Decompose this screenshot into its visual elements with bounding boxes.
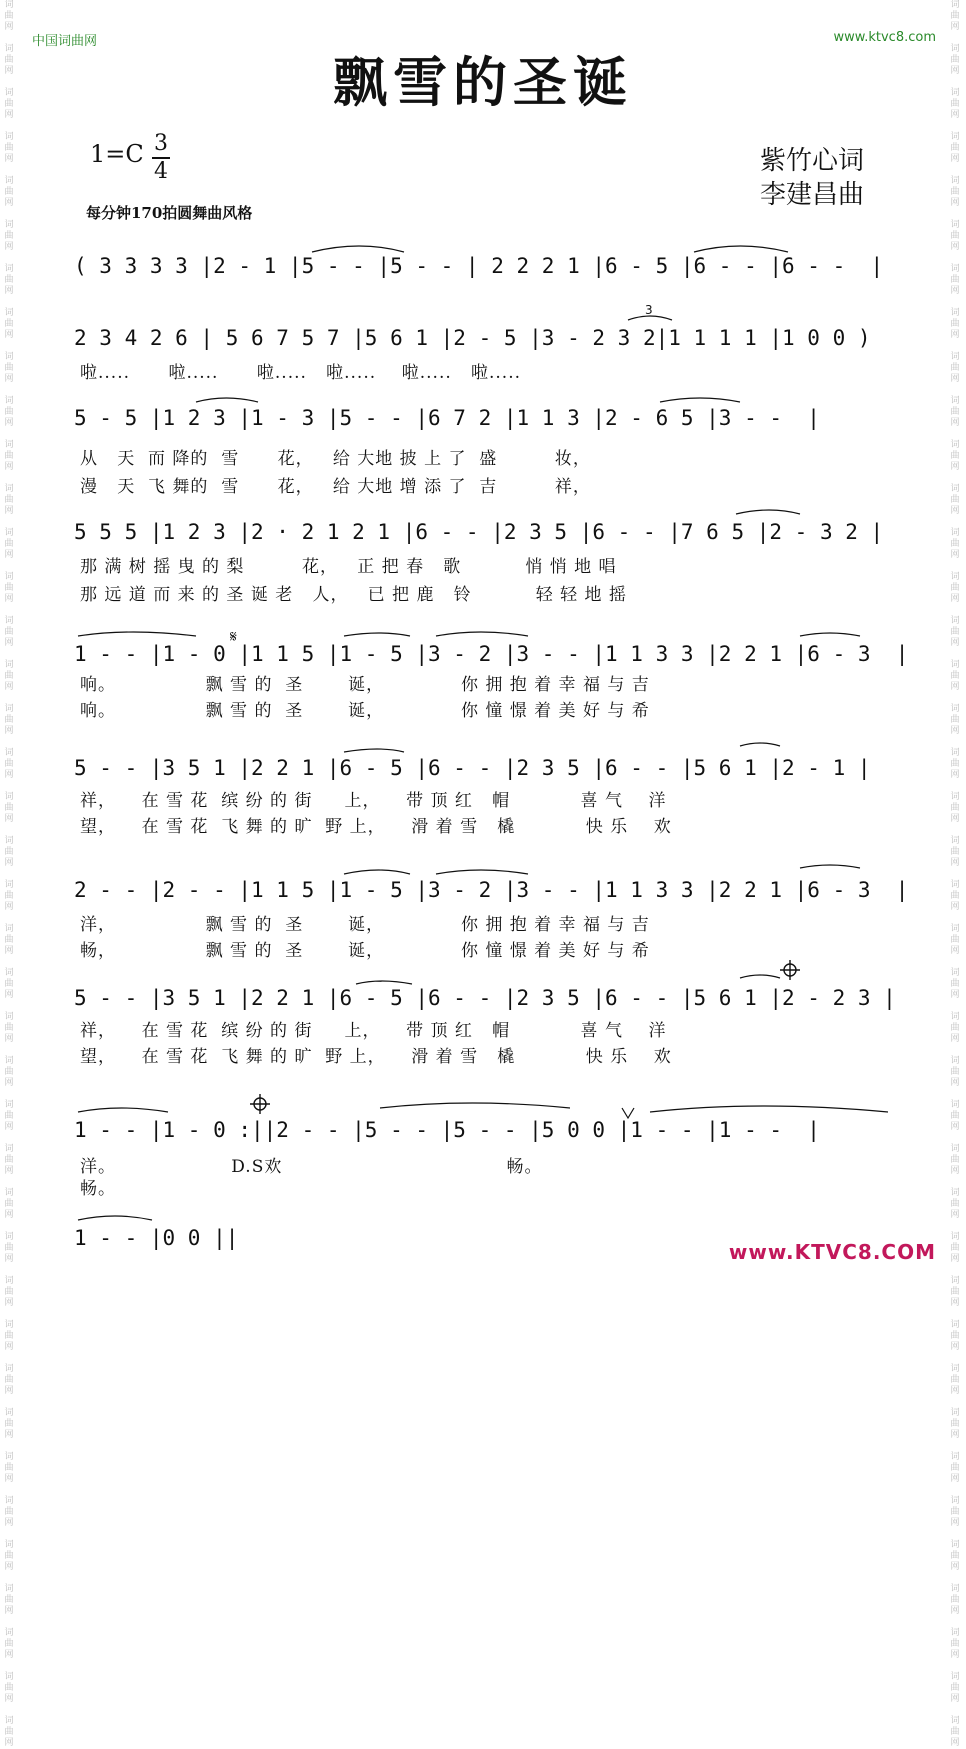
tie-row7-a (344, 870, 410, 874)
lyricist-credit: 紫竹心词 (760, 146, 865, 176)
tie-row1-b (694, 246, 788, 252)
tie-row5-a (78, 632, 196, 636)
lyric-row-5-verse-1: 响。 飘 雪 的 圣 诞， 你 拥 抱 着 幸 福 与 吉 (80, 675, 650, 695)
lyric-row-8-verse-2: 望， 在 雪 花 飞 舞 的 旷 野 上， 滑 着 雪 橇 快 乐 欢 (80, 1047, 672, 1067)
watermark-strip-left: 词 曲 网 词 曲 网 词 曲 网 词 曲 网 词 曲 网 词 曲 网 词 曲 网 词 曲 网 词 曲 网 词 曲 网 词 曲 网 词 曲 网 词 曲 网 词 曲 网 词 曲 网 词 曲 网 词 曲 网 词 曲 网 词 曲 网 词 曲 网 词 曲 网 词 曲 网 词 曲 网 词 曲 网 词 曲 网 词 曲 网 词 曲 网 词 曲 网 词 曲 网 词 曲 网 词 曲 网 词 曲 网 词 曲 网 词 曲 网 词 曲 网 词 曲 网 词 曲 网 词 曲 网 词 曲 网 词 曲 网 (4, 0, 14, 1748)
tie-row5-d (800, 633, 860, 636)
tie-row4 (736, 510, 800, 514)
tie-row9-a (78, 1108, 168, 1112)
lyric-row-7-verse-2: 畅， 飘 雪 的 圣 诞， 你 憧 憬 着 美 好 与 希 (80, 941, 650, 961)
tie-row6-b (740, 743, 780, 746)
coda-signs (250, 960, 800, 1114)
lyric-row-7-verse-1: 洋， 飘 雪 的 圣 诞， 你 拥 抱 着 幸 福 与 吉 (80, 915, 650, 935)
lyric-row-3-verse-1: 从 天 而 降的 雪 花， 给 大地 披 上 了 盛 妆， (80, 449, 591, 469)
footer-logo[interactable]: www.KTVC8.COM (728, 1240, 936, 1264)
tie-row9-b (380, 1103, 570, 1108)
score-row-5: 1 - - |1 - 0 |1 1 5 |1 - 5 |3 - 2 |3 - - |1 1 3 3 |2 2 1 |6 - 3 | (74, 642, 909, 666)
score-row-7: 2 - - |2 - - |1 1 5 |1 - 5 |3 - 2 |3 - - |1 1 3 3 |2 2 1 |6 - 3 | (74, 878, 909, 902)
tie-row1-a (312, 246, 404, 252)
score-row-2: 2 3 4 2 6 | 5 6 7 5 7 |5 6 1 |2 - 5 |3 - 2 3 2|1 1 1 1 |1 0 0 ) (74, 326, 871, 350)
site-url-right[interactable]: www.ktvc8.com (833, 30, 936, 45)
tie-row6-a (344, 749, 404, 752)
lyric-row-5-verse-2: 响。 飘 雪 的 圣 诞， 你 憧 憬 着 美 好 与 希 (80, 701, 650, 721)
tempo-marking: 每分钟170拍圆舞曲风格 (86, 204, 253, 222)
lyric-row-6-verse-1: 祥， 在 雪 花 缤 纷 的 街 上， 带 顶 红 帽 喜 气 洋 (80, 791, 667, 811)
lyric-row-9-verse-1: 洋。 D.S欢 畅。 (80, 1157, 543, 1177)
score-row-1: ( 3 3 3 3 |2 - 1 |5 - - |5 - - | 2 2 2 1 |6 - 5 |6 - - |6 - - | (74, 254, 884, 278)
segno-sign: 𝄋 (230, 627, 237, 646)
time-signature-top: 3 (154, 131, 168, 156)
song-title: 飘雪的圣诞 (333, 50, 633, 114)
lyric-row-4-verse-2: 那 远 道 而 来 的 圣 诞 老 人， 已 把 鹿 铃 轻 轻 地 摇 (80, 585, 627, 605)
lyric-row-6-verse-2: 望， 在 雪 花 飞 舞 的 旷 野 上， 滑 着 雪 橇 快 乐 欢 (80, 817, 672, 837)
score-row-3: 5 - 5 |1 2 3 |1 - 3 |5 - - |6 7 2 |1 1 3 |2 - 6 5 |3 - - | (74, 406, 820, 430)
tie-row8-b (740, 975, 780, 978)
triplet-number: 3 (645, 303, 653, 317)
tie-row8-a (356, 981, 412, 984)
score-row-8: 5 - - |3 5 1 |2 2 1 |6 - 5 |6 - - |2 3 5 |6 - - |5 6 1 |2 - 2 3 | (74, 986, 896, 1010)
breath-mark (622, 1108, 634, 1118)
tie-row3 (196, 398, 258, 402)
tie-row5-b (344, 633, 410, 636)
score-row-6: 5 - - |3 5 1 |2 2 1 |6 - 5 |6 - - |2 3 5 |6 - - |5 6 1 |2 - 1 | (74, 756, 871, 780)
lyric-row-2-verse-1: 啦..... 啦..... 啦..... 啦..... 啦..... 啦..... (80, 363, 521, 383)
tie-row10 (78, 1216, 152, 1220)
tie-row7-c (800, 865, 860, 868)
lyric-row-9-verse-2: 畅。 (80, 1179, 116, 1199)
lyric-row-4-verse-1: 那 满 树 摇 曳 的 梨 花， 正 把 春 歌 悄 悄 地 唱 (80, 557, 617, 577)
composer-credit: 李建昌曲 (760, 180, 865, 210)
tie-row5-c (436, 632, 528, 636)
lyric-row-3-verse-2: 漫 天 飞 舞的 雪 花， 给 大地 增 添 了 吉 祥， (80, 477, 591, 497)
tie-row9-c (650, 1106, 888, 1112)
key-signature: 1=C (90, 140, 144, 168)
watermark-strip-right: 词 曲 网 词 曲 网 词 曲 网 词 曲 网 词 曲 网 词 曲 网 词 曲 网 词 曲 网 词 曲 网 词 曲 网 词 曲 网 词 曲 网 词 曲 网 词 曲 网 词 曲 网 词 曲 网 词 曲 网 词 曲 网 词 曲 网 词 曲 网 词 曲 网 词 曲 网 词 曲 网 词 曲 网 词 曲 网 词 曲 网 词 曲 网 词 曲 网 词 曲 网 词 曲 网 词 曲 网 词 曲 网 词 曲 网 词 曲 网 词 曲 网 词 曲 网 词 曲 网 词 曲 网 词 曲 网 词 曲 网 (950, 0, 960, 1748)
lyric-row-8-verse-1: 祥， 在 雪 花 缤 纷 的 街 上， 带 顶 红 帽 喜 气 洋 (80, 1021, 667, 1041)
tie-row7-b (436, 870, 528, 874)
tie-row3-b (660, 398, 740, 402)
score-row-9: 1 - - |1 - 0 :||2 - - |5 - - |5 - - |5 0 0 |1 - - |1 - - | (74, 1118, 820, 1142)
site-name-left[interactable]: 中国词曲网 (32, 34, 98, 49)
score-row-4: 5 5 5 |1 2 3 |2 · 2 1 2 1 |6 - - |2 3 5 |6 - - |7 6 5 |2 - 3 2 | (74, 520, 884, 544)
time-signature-bottom: 4 (154, 159, 168, 184)
score-row-10: 1 - - |0 0 || (74, 1226, 239, 1250)
